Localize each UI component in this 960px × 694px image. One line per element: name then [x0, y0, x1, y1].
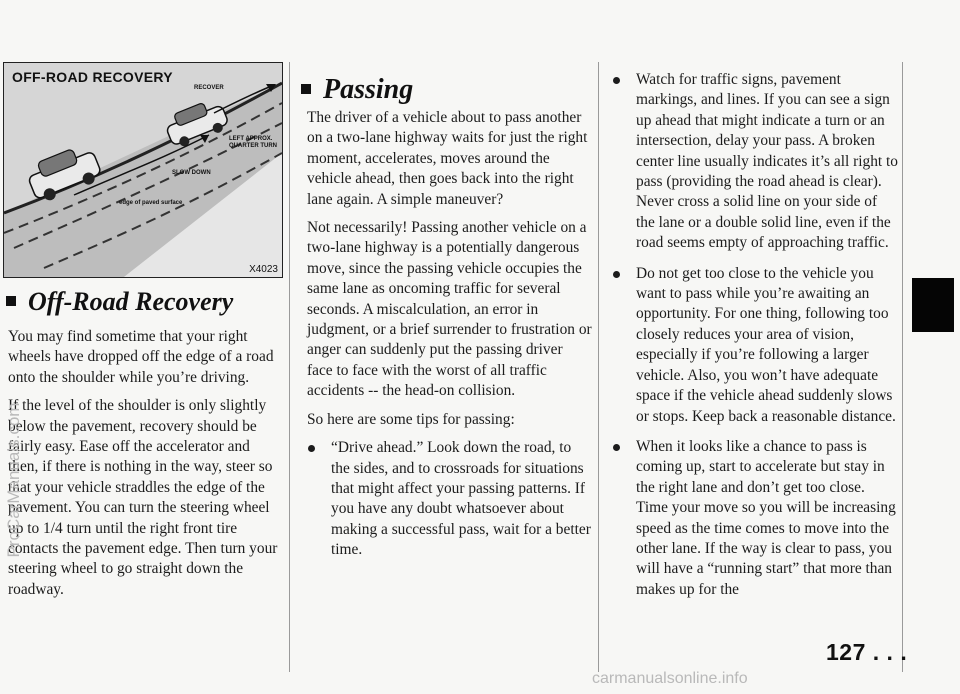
bullet-icon [308, 445, 315, 452]
column-divider-2 [598, 62, 599, 672]
offroad-body [8, 327, 284, 608]
passing-body [307, 108, 592, 571]
footer-watermark: carmanualsonline.info [592, 670, 748, 687]
bullet-icon [613, 77, 620, 84]
road-drawing [4, 63, 282, 277]
bullet-icon [613, 271, 620, 278]
column-divider-3 [902, 62, 903, 672]
passing-heading-text: Passing [323, 74, 414, 105]
figure-code: X4023 [249, 264, 278, 275]
offroad-heading [6, 287, 233, 317]
page-number: 127 . . . [826, 639, 908, 665]
label-left-approx: LEFT APPROX. QUARTER TURN [229, 136, 277, 149]
figure-title: OFF-ROAD RECOVERY [12, 69, 173, 85]
column-divider-1 [289, 62, 290, 672]
label-edge: edge of paved surface [119, 200, 183, 206]
list-item: Do not get too close to the vehicle you want to pass while you’re awaiting an opportunity. For one thing, following too closely reduces your area of vision, especially if you’re following a larger vehicle. Also, you won’t have adequate space if the vehicle ahead suddenly slows or stops. Keep back a reasonable distance. [612, 264, 898, 427]
label-recover: RECOVER [194, 85, 224, 91]
offroad-paragraph-1: You may find sometime that your right wheels have dropped off the edge of a road onto the shoulder while you’re driving. [8, 328, 274, 386]
passing-paragraph-3: So here are some tips for passing: [307, 410, 515, 428]
off-road-recovery-illustration [3, 62, 283, 278]
list-item: Watch for traffic signs, pavement markings, and lines. If you can see a sign up ahead that might indicate a turn or an intersection, delay your pass. A broken center line usually indicates it’s all right to pass (providing the road ahead is clear). Never cross a solid line on your side of the lane or a double solid line, even if the road seems empty of approaching traffic. [612, 70, 898, 254]
passing-tips-list-continued [612, 70, 898, 600]
passing-heading [301, 74, 413, 106]
heading-square-icon [301, 84, 311, 94]
passing-paragraph-2: Not necessarily! Passing another vehicle on a two-lane highway is a potentially dangerous move, since the passing vehicle occupies the same lane as oncoming traffic for several seconds. A miscalculation, an error in judgment, or a brief surrender to frustration or anger can suddenly put the passing driver face to face with the worst of all traffic accidents -- the head-on collision. [307, 219, 592, 400]
side-watermark [0, 0, 22, 694]
section-thumb-tab [912, 278, 954, 332]
passing-tips-list [307, 438, 592, 560]
right-column-body [612, 70, 898, 610]
bullet-icon [613, 444, 620, 451]
list-item: “Drive ahead.” Look down the road, to the sides, and to crossroads for situations that might affect your passing patterns. If you have any doubt whatsoever about making a successful pass, wait for a better time. [307, 438, 592, 560]
label-slow-down: SLOW DOWN [172, 170, 211, 176]
passing-paragraph-1: The driver of a vehicle about to pass another on a two-lane highway waits for just the right moment, accelerates, moves around the vehicle ahead, then goes back into the right lane again. A simple maneuver? [307, 109, 588, 208]
offroad-paragraph-2: If the level of the shoulder is only slightly below the pavement, recovery should be fairly easy. Ease off the accelerator and then, if there is nothing in the way, steer so that your vehicle straddles the edge of the pavement. You can turn the steering wheel up to 1/4 turn until the right front tire contacts the pavement edge. Then turn your steering wheel to go straight down the roadway. [8, 397, 278, 598]
offroad-heading-text: Off-Road Recovery [28, 287, 234, 316]
side-watermark-text: ProCarManuals.com [4, 402, 23, 558]
list-item: When it looks like a chance to pass is coming up, start to accelerate but stay in the right lane and don’t get too close. Time your move so you will be increasing speed as the time comes to move into the other lane. If the way is clear to pass, you will have a “running start” that more than makes up for the [612, 437, 898, 600]
